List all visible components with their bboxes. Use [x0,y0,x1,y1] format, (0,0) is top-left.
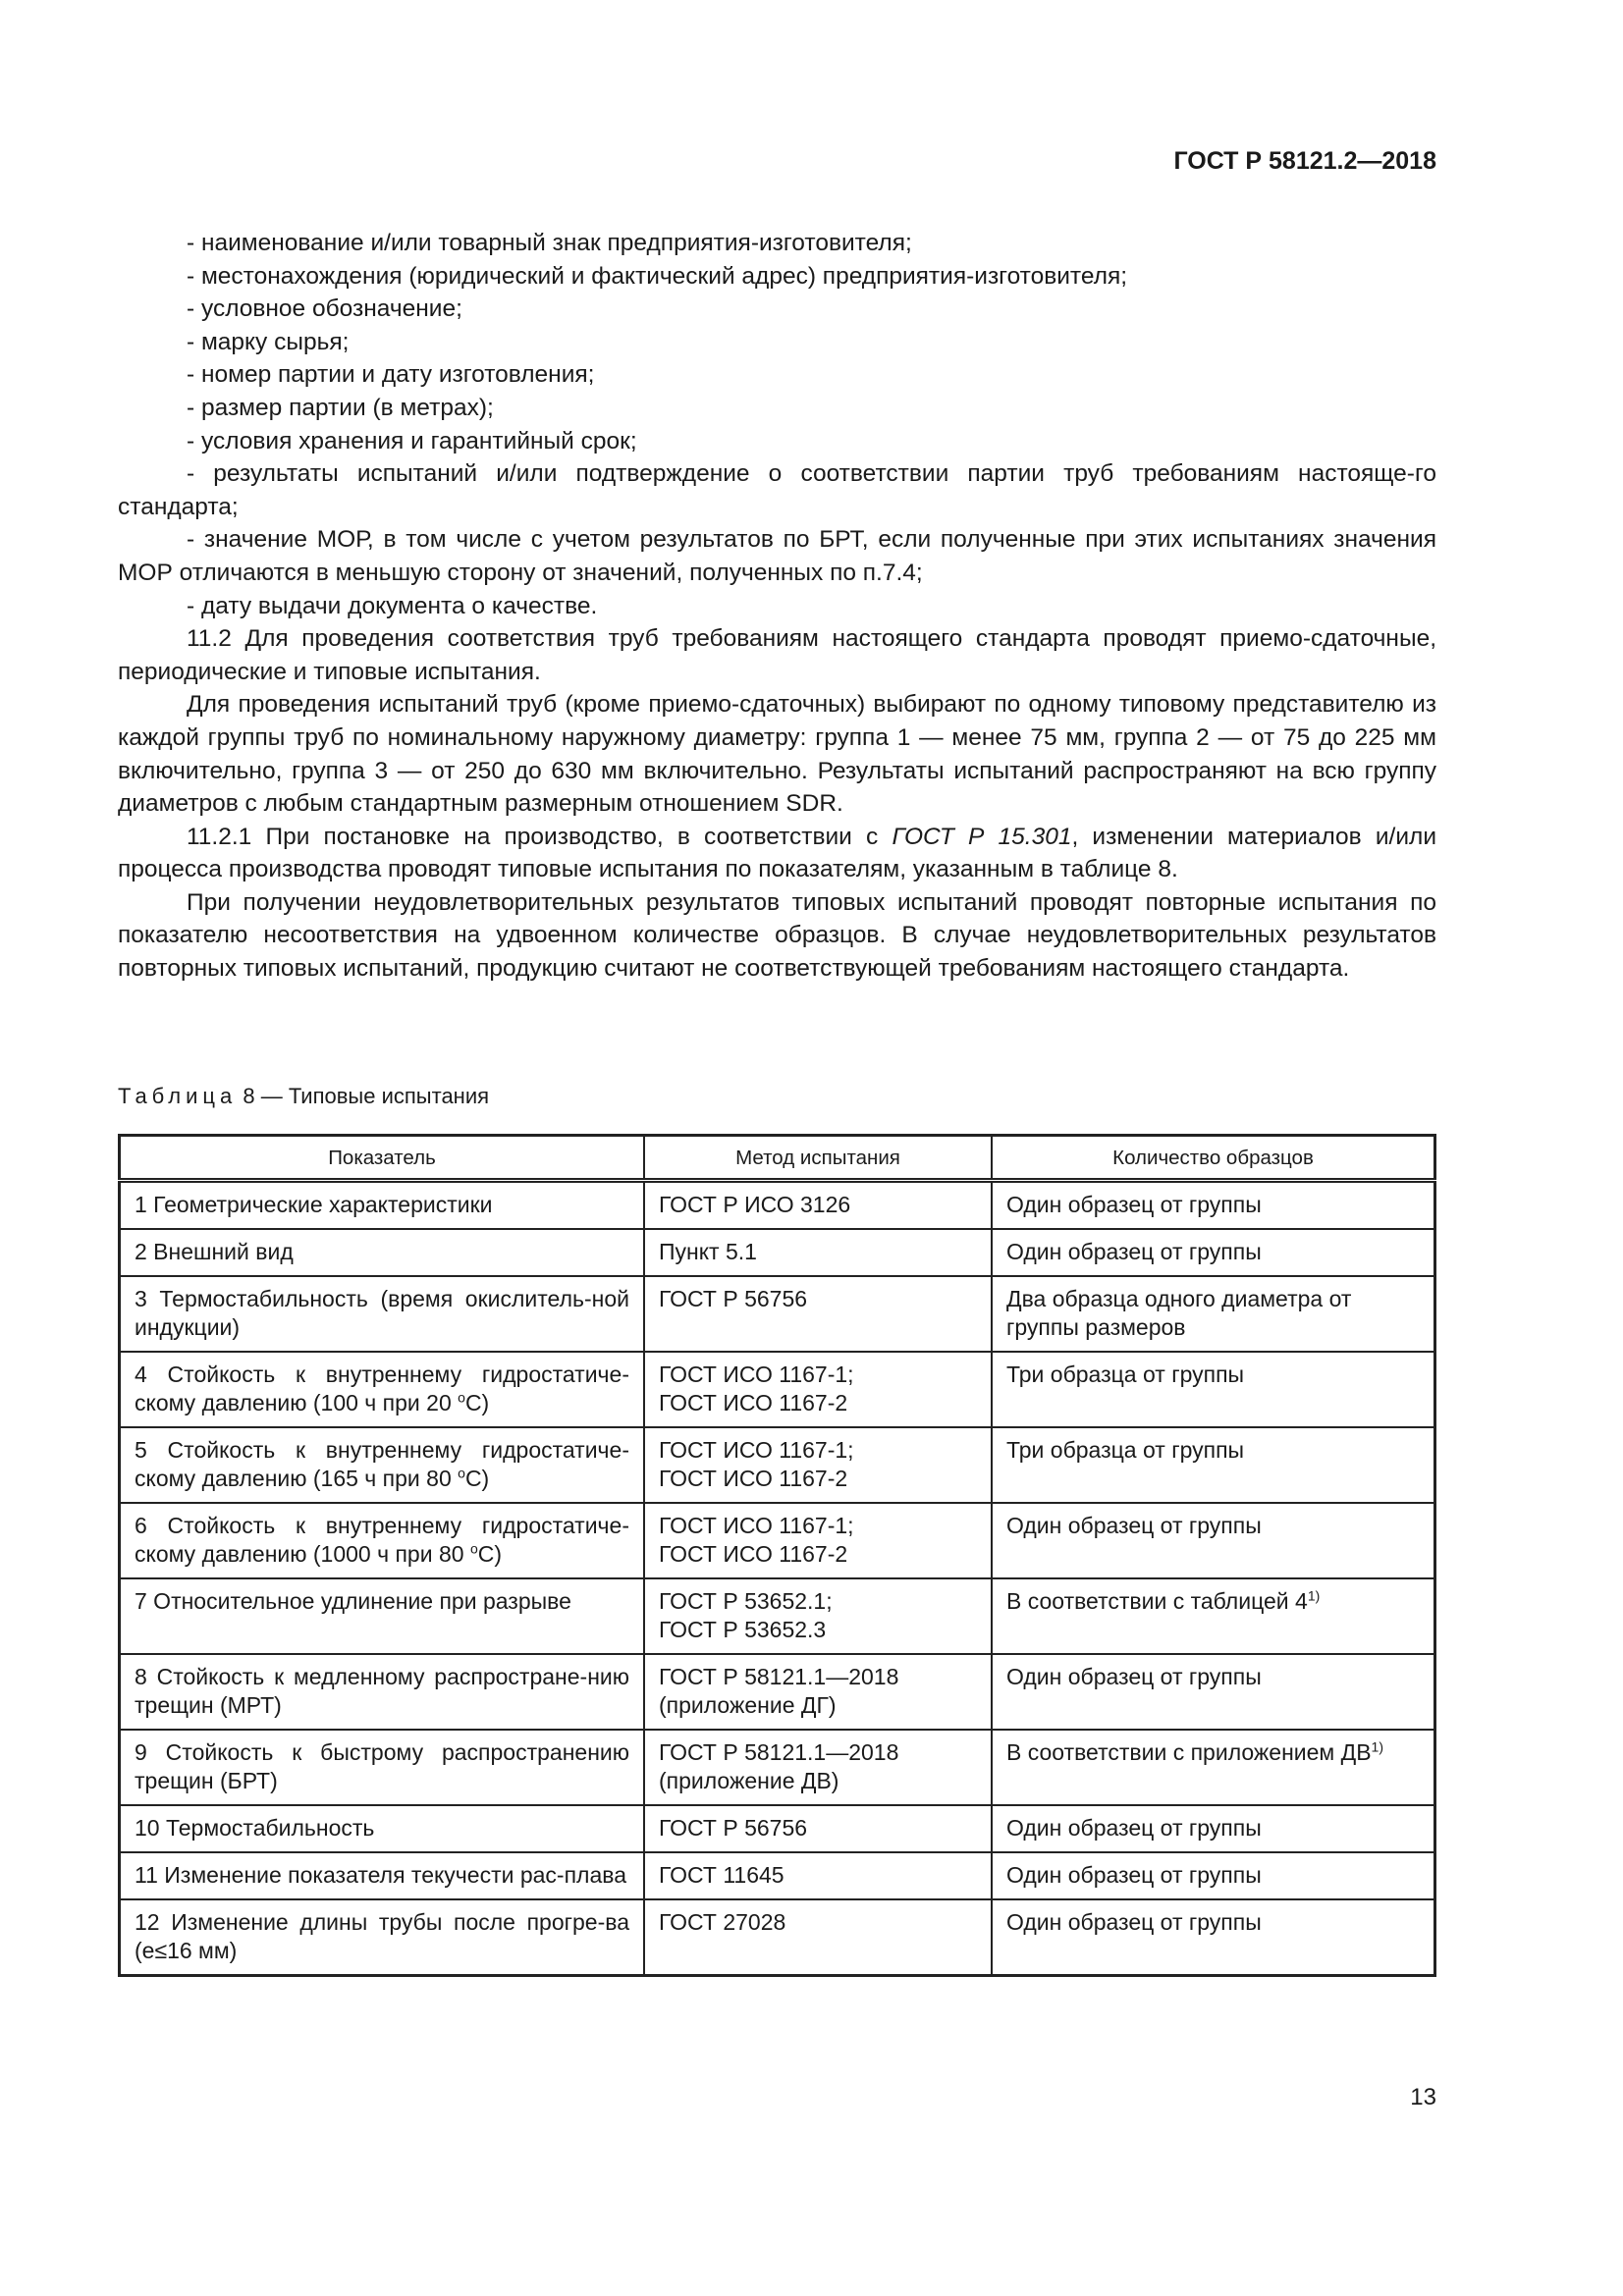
cell-sample-count [992,1578,1435,1654]
cell-text: Один образец от группы [1006,1862,1262,1888]
cell-text: ГОСТ 11645 [659,1862,784,1888]
header-sample-count: Количество образцов [992,1136,1435,1181]
cell-indicator [120,1852,645,1899]
cell-text: ГОСТ Р 53652.1; ГОСТ Р 53652.3 [659,1588,833,1642]
cell-text: Один образец от группы [1006,1192,1262,1217]
table-row [120,1427,1435,1503]
cell-sample-count [992,1805,1435,1852]
cell-text: 10 Термостабильность [135,1815,375,1841]
cell-sample-count [992,1181,1435,1230]
header-indicator: Показатель [120,1136,645,1181]
body-text [118,227,1436,986]
cell-method [644,1503,992,1578]
paragraph: Для проведения испытаний труб (кроме приемо-сдаточных) выбирают по одному типовому представителю из каждой группы труб по номинальному наружному диаметру: группа 1 — менее 75 мм, группа 2 — от 75 до 225 мм включительно, группа 3 — от 250 до 630 мм включительно. Результаты испытаний распространяют на всю группу диаметров с любым стандартным размерным отношением SDR. [118,691,1436,818]
cell-sample-count [992,1427,1435,1503]
cell-indicator [120,1805,645,1852]
table-row [120,1276,1435,1352]
cell-text: ГОСТ Р 58121.1—2018 (приложение ДВ) [659,1739,899,1793]
cell-method [644,1352,992,1427]
table-row [120,1654,1435,1730]
cell-text: 4 Стойкость к внутреннему гидростатиче-скому давлению (100 ч при 20 [135,1362,629,1415]
cell-text: Один образец от группы [1006,1664,1262,1689]
cell-indicator [120,1503,645,1578]
text: , изменении материалов и/или процесса производства проводят типовые испытания по показателям, указанным в таблице 8. [118,823,1437,883]
cell-text: Один образец от группы [1006,1239,1262,1264]
cell-text: ГОСТ Р ИСО 3126 [659,1192,851,1217]
cell-method [644,1899,992,1976]
superscript: 1) [1371,1738,1383,1755]
cell-text: 1 Геометрические характеристики [135,1192,493,1217]
cell-method [644,1805,992,1852]
paragraph: При получении неудовлетворительных результатов типовых испытаний проводят повторные испытания по показателю несоответствия на удвоенном количестве образцов. В случае неудовлетворительных результатов повторных типовых испытаний, продукцию считают не соответствующей требованиям настоящего стандарта. [118,888,1436,983]
paragraph: - местонахождения (юридический и фактический адрес) предприятия-изготовителя; [187,262,1128,290]
cell-text: 8 Стойкость к медленному распростране-нию трещин (МРТ) [135,1664,629,1718]
cell-sample-count [992,1229,1435,1276]
table-row [120,1181,1435,1230]
cell-indicator [120,1578,645,1654]
cell-text: ГОСТ Р 58121.1—2018 (приложение ДГ) [659,1664,899,1718]
paragraph-11-2-1 [118,821,1436,886]
cell-method [644,1654,992,1730]
cell-text: Один образец от группы [1006,1513,1262,1538]
cell-indicator [120,1276,645,1352]
cell-text: Два образца одного диаметра от группы размеров [1006,1286,1352,1340]
cell-method [644,1181,992,1230]
superscript: 1) [1307,1587,1321,1604]
cell-text: 11 Изменение показателя текучести рас-плава [135,1862,627,1888]
standard-reference: ГОСТ Р 15.301 [892,823,1072,850]
table-caption [118,1084,489,1109]
cell-text: 3 Термостабильность (время окислитель-ной индукции) [135,1286,629,1340]
page-number: 13 [1410,2084,1436,2110]
cell-sample-count [992,1852,1435,1899]
paragraph: 11.2 Для проведения соответствия труб требованиям настоящего стандарта проводят приемо-сдаточные, периодические и типовые испытания. [118,625,1436,685]
cell-indicator [120,1427,645,1503]
cell-text: ГОСТ ИСО 1167-1; ГОСТ ИСО 1167-2 [659,1513,854,1567]
superscript: о [458,1465,465,1481]
table-row [120,1899,1435,1976]
cell-text: 6 Стойкость к внутреннему гидростатиче-скому давлению (1000 ч при 80 [135,1513,629,1567]
cell-sample-count [992,1654,1435,1730]
cell-method [644,1578,992,1654]
cell-text: Три образца от группы [1006,1362,1245,1387]
cell-text: С) [464,1390,490,1415]
text: 11.2.1 При постановке на производство, в соответствии с [187,823,893,850]
table-header-row [120,1136,1435,1181]
cell-sample-count [992,1276,1435,1352]
cell-text: ГОСТ Р 56756 [659,1286,808,1311]
table-row [120,1503,1435,1578]
paragraph: - наименование и/или товарный знак предприятия-изготовителя; [187,230,912,256]
cell-text: Три образца от группы [1006,1437,1245,1463]
paragraph: - размер партии (в метрах); [187,394,494,421]
document-code: ГОСТ Р 58121.2—2018 [1173,147,1436,175]
cell-text: В соответствии с таблицей 4 [1006,1588,1308,1614]
superscript: о [458,1389,465,1406]
cell-text: ГОСТ Р 56756 [659,1815,808,1841]
header-method: Метод испытания [644,1136,992,1181]
table-row [120,1229,1435,1276]
cell-text: ГОСТ 27028 [659,1909,786,1935]
paragraph: - значение МОР, в том числе с учетом результатов по БРТ, если полученные при этих испытаниях значения МОР отличаются в меньшую сторону от значений, полученных по п.7.4; [118,526,1436,586]
cell-text: Один образец от группы [1006,1909,1262,1935]
cell-text: ГОСТ ИСО 1167-1; ГОСТ ИСО 1167-2 [659,1437,854,1491]
table-row [120,1730,1435,1805]
superscript: о [469,1540,478,1557]
cell-text: В соответствии с приложением ДВ [1006,1739,1372,1765]
cell-indicator [120,1899,645,1976]
cell-method [644,1229,992,1276]
paragraph: - результаты испытаний и/или подтверждение о соответствии партии труб требованиям настояще-го стандарта; [118,460,1436,520]
cell-text: 5 Стойкость к внутреннему гидростатиче-скому давлению (165 ч при 80 [135,1437,629,1491]
cell-text: С) [464,1466,490,1491]
paragraph: - условное обозначение; [187,295,462,323]
cell-method [644,1276,992,1352]
cell-method [644,1427,992,1503]
cell-indicator [120,1352,645,1427]
cell-text: 9 Стойкость к быстрому распространению трещин (БРТ) [135,1739,629,1793]
cell-text: Один образец от группы [1006,1815,1262,1841]
paragraph: - дату выдачи документа о качестве. [187,592,598,619]
cell-indicator [120,1181,645,1230]
cell-text: Пункт 5.1 [659,1239,757,1264]
caption-label: Таблица [118,1084,238,1108]
cell-sample-count [992,1730,1435,1805]
table-row [120,1578,1435,1654]
cell-method [644,1730,992,1805]
cell-text: ГОСТ ИСО 1167-1; ГОСТ ИСО 1167-2 [659,1362,854,1415]
cell-sample-count [992,1899,1435,1976]
type-tests-table [118,1134,1436,1977]
cell-method [644,1852,992,1899]
table-row [120,1852,1435,1899]
table-row [120,1805,1435,1852]
cell-indicator [120,1730,645,1805]
cell-sample-count [992,1352,1435,1427]
cell-text: 7 Относительное удлинение при разрыве [135,1588,571,1614]
cell-text: С) [477,1541,503,1567]
cell-text: 12 Изменение длины трубы после прогре-ва (e≤16 мм) [135,1909,629,1963]
cell-indicator [120,1229,645,1276]
paragraph: - марку сырья; [187,328,350,355]
paragraph: - условия хранения и гарантийный срок; [187,427,637,454]
cell-indicator [120,1654,645,1730]
paragraph: - номер партии и дату изготовления; [187,361,595,389]
caption-title: 8 — Типовые испытания [237,1084,490,1108]
cell-text: 2 Внешний вид [135,1239,294,1264]
cell-sample-count [992,1503,1435,1578]
table-row [120,1352,1435,1427]
